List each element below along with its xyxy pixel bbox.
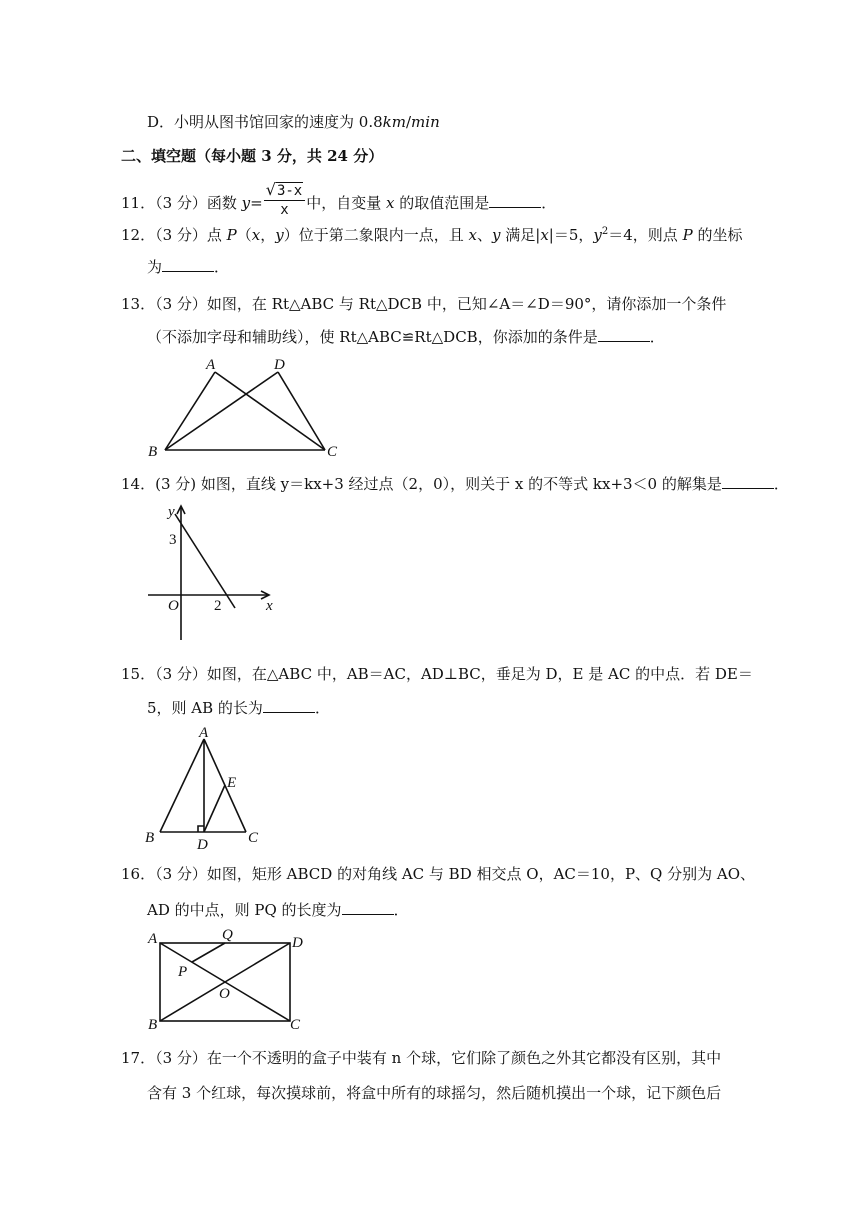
- answer-blank-15[interactable]: [263, 698, 315, 713]
- answer-blank-12[interactable]: [162, 257, 214, 272]
- function-line: [175, 514, 235, 608]
- label-b: B: [148, 1017, 158, 1033]
- question-15-line1: 15．（3 分）如图，在△ABC 中，AB＝AC，AD⊥BC，垂足为 D，E 是 AC 的中点．若 DE＝: [121, 665, 753, 683]
- figure-15-triangle: [140, 725, 275, 855]
- label-origin: O: [168, 598, 179, 614]
- label-d: D: [197, 837, 208, 853]
- label-c: C: [248, 830, 259, 846]
- label-a: A: [199, 725, 209, 741]
- figure-16-rectangle: [140, 925, 320, 1035]
- segment-bd: [165, 372, 278, 450]
- label-o: O: [219, 986, 230, 1002]
- option-d-text: D．小明从图书馆回家的速度为 0.8: [147, 113, 383, 131]
- answer-blank-14[interactable]: [722, 474, 774, 489]
- label-x: x: [266, 598, 273, 614]
- label-b: B: [148, 444, 158, 460]
- answer-blank-13[interactable]: [598, 327, 650, 342]
- label-q: Q: [222, 927, 233, 943]
- segment-ba: [165, 372, 215, 450]
- segment-dc: [278, 372, 325, 450]
- unit-km: km: [382, 113, 406, 131]
- option-d: [147, 112, 440, 132]
- segment-pq: [192, 943, 225, 962]
- question-11: 11．（3 分）函数 y= $\frac{√3-x}{x}$ 中，自变量 x 的取值范围是 ．: [121, 180, 557, 218]
- label-d: D: [274, 357, 285, 373]
- question-12-line1: 12．（3 分）点 P（x，y）位于第二象限内一点，且 x、y 满足|x|＝5，$y^2=4$，则点 P 的坐标: [121, 226, 743, 244]
- question-12-line2: 为 ．: [147, 258, 230, 276]
- label-two: 2: [214, 598, 222, 614]
- fraction-sqrt: $\frac{√3-x}{x}$: [264, 181, 306, 219]
- question-17-line2: 含有 3 个红球，每次摸球前，将盒中所有的球摇匀，然后随机摸出一个球，记下颜色后: [147, 1084, 722, 1102]
- unit-slash: /: [405, 113, 412, 131]
- answer-blank-11[interactable]: [489, 193, 541, 208]
- label-c: C: [290, 1017, 301, 1033]
- question-16-line2: AD 的中点，则 PQ 的长度为 ．: [147, 901, 409, 919]
- figure-13-triangles: [140, 355, 360, 460]
- label-y: y: [168, 504, 175, 520]
- label-a: A: [148, 931, 158, 947]
- segment-de: [204, 785, 225, 832]
- figure-14-graph: [140, 500, 290, 645]
- question-16-line1: 16．（3 分）如图，矩形 ABCD 的对角线 AC 与 BD 相交点 O，AC＝10，P、Q 分别为 AO、: [121, 865, 756, 883]
- section-title: 二、填空题（每小题 3 分，共 24 分）: [121, 147, 384, 165]
- question-15-line2: 5，则 AB 的长为 ．: [147, 699, 330, 717]
- right-angle-mark: [198, 826, 204, 832]
- label-p: P: [178, 964, 188, 980]
- label-a: A: [206, 357, 216, 373]
- label-d: D: [292, 935, 303, 951]
- answer-blank-16[interactable]: [342, 900, 394, 915]
- segment-ab: [160, 739, 204, 832]
- question-13-line2: （不添加字母和辅助线），使 Rt△ABC≌Rt△DCB，你添加的条件是 ．: [147, 328, 665, 346]
- question-14: 14．(3 分) 如图，直线 y＝kx+3 经过点（2，0），则关于 x 的不等式 kx+3＜0 的解集是 ．: [121, 475, 789, 493]
- label-e: E: [227, 775, 237, 791]
- unit-min: min: [411, 113, 440, 131]
- segment-ac: [215, 372, 325, 450]
- label-c: C: [327, 444, 338, 460]
- label-three: 3: [169, 532, 177, 548]
- question-17-line1: 17．（3 分）在一个不透明的盒子中装有 n 个球，它们除了颜色之外其它都没有区别，其中: [121, 1049, 722, 1067]
- question-13-line1: 13．（3 分）如图，在 Rt△ABC 与 Rt△DCB 中，已知∠A＝∠D＝90°，请你添加一个条件: [121, 295, 727, 313]
- label-b: B: [145, 830, 155, 846]
